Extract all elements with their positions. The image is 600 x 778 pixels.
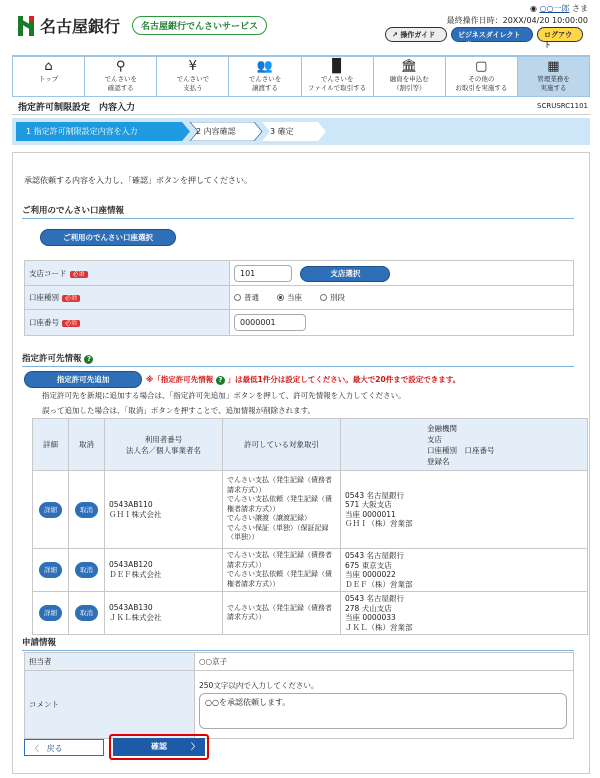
number-label: 口座番号 必須: [25, 310, 230, 336]
radio-special[interactable]: 別段: [320, 293, 345, 302]
main-nav: [12, 55, 590, 97]
comment-hint: 250文字以内で入力してください。: [199, 681, 319, 690]
home-icon: ⌂: [44, 59, 53, 74]
nav-item-6[interactable]: [446, 57, 517, 96]
bank-logo: [18, 14, 120, 37]
users-transfer-icon: 👥: [256, 59, 274, 74]
detail-button[interactable]: 詳細: [39, 502, 62, 518]
col-bank: 金融機関 支店 口座種別 口座番号 登録名: [341, 419, 588, 471]
guide-button[interactable]: ↗ 操作ガイド: [385, 27, 447, 42]
user-cell: 0543AB130 ＪＫＬ株式会社: [105, 592, 223, 635]
detail-button[interactable]: 詳細: [39, 562, 62, 578]
cancel-button[interactable]: 取消: [75, 502, 98, 518]
trans-cell: でんさい支払（発生記録（債務者請求方式）） でんさい支払依頼（発生記録（債権者請求方式））: [223, 549, 341, 592]
nav-item-7[interactable]: [518, 57, 589, 96]
add-permit-button[interactable]: 指定許可先追加: [24, 371, 142, 388]
table-row: [33, 549, 588, 592]
permit-note-2: 誤って追加した場合は、「取消」ボタンを押すことで、追加情報が削除されます。: [42, 406, 315, 415]
bank-icon: 🏛: [400, 59, 418, 74]
radio-current[interactable]: 当座: [277, 293, 302, 302]
cancel-button[interactable]: 取消: [75, 562, 98, 578]
account-number-input[interactable]: 0000001: [234, 314, 306, 331]
page-title: 指定許可制限設定 内容入力: [18, 103, 136, 113]
nav-label: でんさいを ファイルで取引する: [307, 75, 367, 92]
step-2: 2 内容確認: [196, 127, 236, 136]
user-cell: 0543AB110 ＧＨＩ株式会社: [105, 471, 223, 549]
col-detail: 詳細: [33, 419, 69, 471]
account-section-title: ご利用のでんさい口座情報: [22, 204, 574, 219]
nav-item-5[interactable]: [374, 57, 445, 96]
account-table: [24, 260, 574, 336]
permit-section-title: 指定許可先情報 ?: [22, 352, 574, 367]
confirm-button[interactable]: 確認 〉: [113, 738, 205, 756]
confirm-button-highlight: [109, 734, 209, 760]
step-3: 3 確定: [270, 127, 294, 136]
comment-label: コメント: [25, 671, 195, 739]
cancel-button[interactable]: 取消: [75, 605, 98, 621]
search-icon: ⚲: [115, 59, 126, 74]
file-icon: ▉: [332, 59, 343, 74]
permit-table: [32, 418, 588, 635]
col-trans: 許可している対象取引: [223, 419, 341, 471]
nav-label: 融資を申込む （割引等）: [389, 75, 429, 92]
nav-item-3[interactable]: [229, 57, 300, 96]
screen-id: SCRUSRC1101: [537, 102, 588, 110]
step-1-current: 1 指定許可制限設定内容を入力: [26, 127, 138, 136]
logout-button[interactable]: ログアウト: [537, 27, 583, 42]
intro-text: 承認依頼する内容を入力し、「確認」ボタンを押してください。: [24, 176, 252, 185]
col-user: 利用者番号 法人名／個人事業者名: [105, 419, 223, 471]
nav-item-1[interactable]: [85, 57, 156, 96]
trans-cell: でんさい支払（発生記録（債務者請求方式）） でんさい支払依頼（発生記録（債権者請求方式）） でんさい譲渡（譲渡記録） でんさい保証（単独）（保証記録（単独））: [223, 471, 341, 549]
step-indicator: [12, 118, 590, 145]
table-row: [33, 471, 588, 549]
person-label: 担当者: [25, 653, 195, 671]
nav-label: その他の お取引を実施する: [455, 75, 508, 92]
bank-cell: 0543 名古屋銀行 571 大阪支店 当座 0000011 ＧＨＩ（株）営業部: [341, 471, 588, 549]
nav-label: でんさいで 支払う: [176, 75, 210, 92]
account-select-button[interactable]: ご利用のでんさい口座選択: [40, 229, 176, 246]
user-cell: 0543AB120 ＤＥＦ株式会社: [105, 549, 223, 592]
chevron-right-icon: 〉: [191, 742, 199, 751]
type-label: 口座種別 必須: [25, 286, 230, 310]
chevron-left-icon: 〈: [31, 744, 39, 753]
last-operation: 最終操作日時：20XX/04/20 10:00:00: [446, 16, 588, 25]
service-name: 名古屋銀行でんさいサービス: [132, 16, 267, 35]
person-value: ○○京子: [195, 653, 574, 671]
permit-note-1: 指定許可先を新規に追加する場合は、「指定許可先追加」ボタンを押して、許可先情報を入力してください。: [42, 391, 406, 400]
etc-icon: ▢: [475, 59, 488, 74]
detail-button[interactable]: 詳細: [39, 605, 62, 621]
nav-item-2[interactable]: [157, 57, 228, 96]
trans-cell: でんさい支払（発生記録（債務者請求方式））: [223, 592, 341, 635]
nav-item-0[interactable]: [13, 57, 84, 96]
help-icon[interactable]: ?: [216, 376, 225, 385]
help-icon[interactable]: ?: [84, 355, 93, 364]
nav-item-4[interactable]: [302, 57, 373, 96]
nav-label: トップ: [38, 75, 59, 83]
bank-cell: 0543 名古屋銀行 675 東京支店 当座 0000022 ＤＥＦ（株）営業部: [341, 549, 588, 592]
back-button[interactable]: 〈 戻る: [24, 739, 104, 756]
branch-label: 支店コード 必須: [25, 261, 230, 286]
yen-icon: ¥: [188, 59, 197, 74]
application-section-title: 申請情報: [22, 636, 574, 651]
user-suffix: さま: [572, 4, 588, 13]
logo-mark-icon: [18, 16, 34, 36]
comment-textarea[interactable]: ○○を承認依頼します。: [199, 693, 567, 729]
col-cancel: 取消: [69, 419, 105, 471]
nav-label: 管理業務を 実施する: [537, 75, 570, 92]
permit-warning: ※「指定許可先情報 ? 」は最低1件分は設定してください。最大で20件まで設定できます。: [146, 375, 461, 384]
branch-code-input[interactable]: 101: [234, 265, 292, 282]
bank-name: 名古屋銀行: [40, 17, 121, 36]
application-table: [24, 652, 574, 739]
nav-label: でんさいを 譲渡する: [248, 75, 282, 92]
business-direct-button[interactable]: ビジネスダイレクトへ戻る: [451, 27, 533, 42]
radio-ordinary[interactable]: 普通: [234, 293, 259, 302]
nav-label: でんさいを 確認する: [104, 75, 137, 92]
admin-icon: ▦: [547, 59, 560, 74]
user-name-link[interactable]: ○○一郎: [539, 4, 570, 13]
bank-cell: 0543 名古屋銀行 278 犬山支店 当座 0000033 ＪＫＬ（株）営業部: [341, 592, 588, 635]
user-info: ◉ ○○一郎 さま: [529, 4, 588, 13]
branch-select-button[interactable]: 支店選択: [300, 266, 390, 282]
account-type-radios: [230, 286, 574, 310]
table-row: [33, 592, 588, 635]
